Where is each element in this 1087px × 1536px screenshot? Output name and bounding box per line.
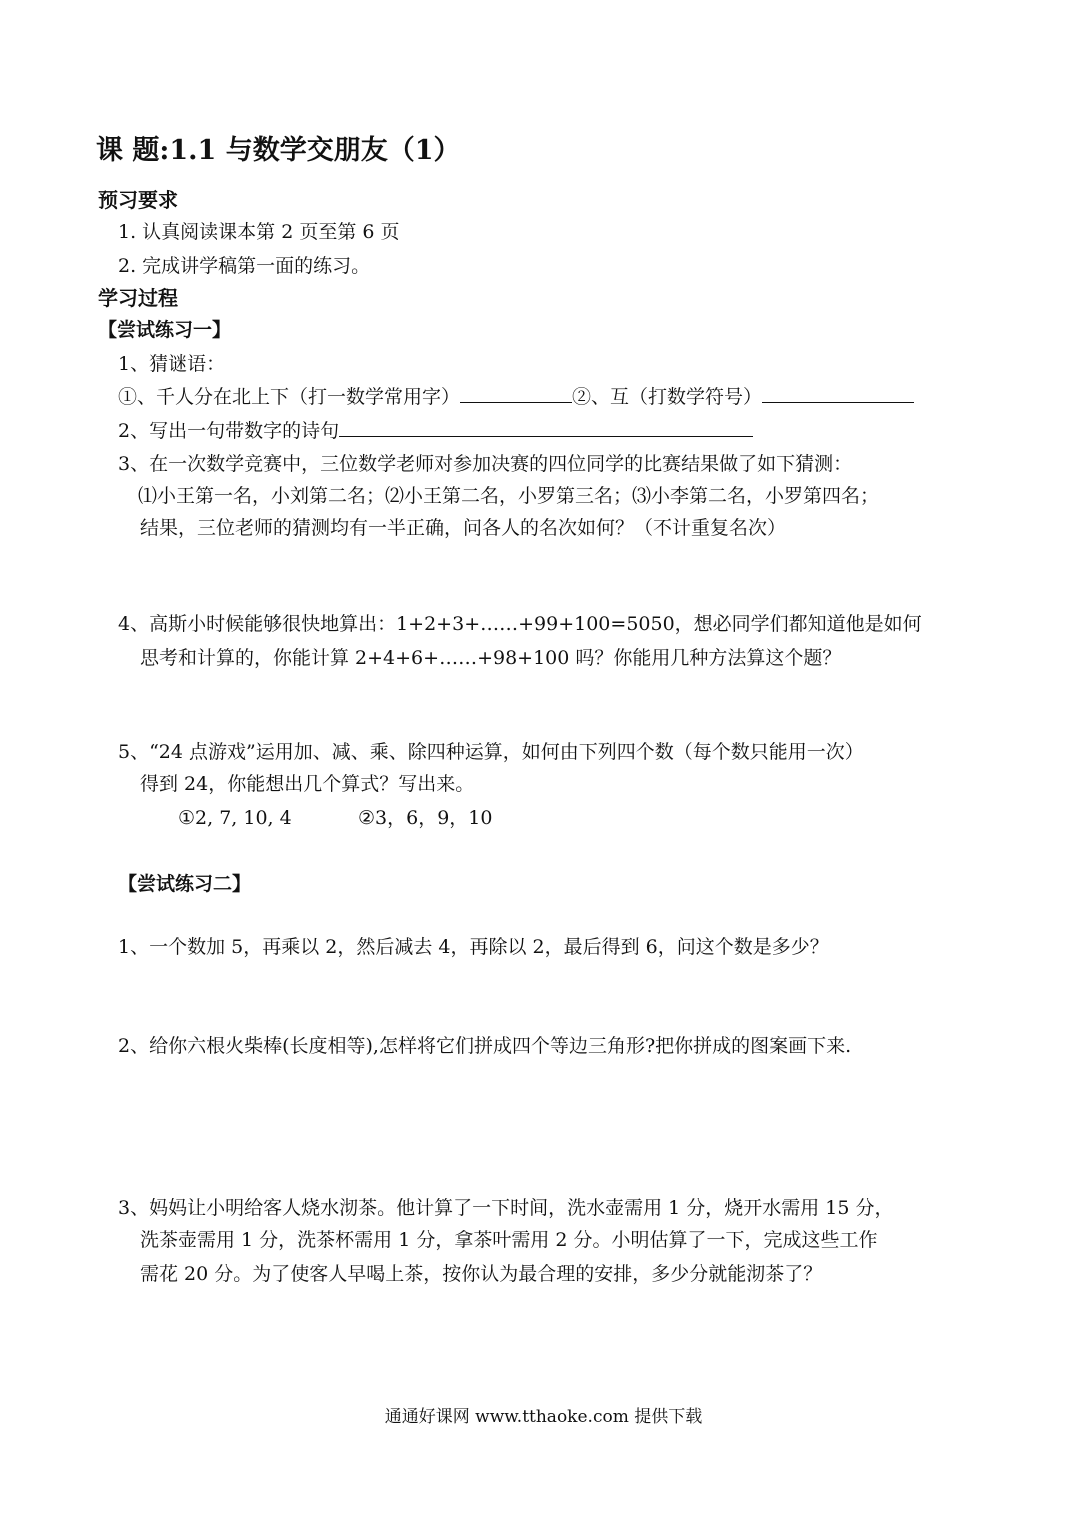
game24-set-a: ①2, 7, 10, 4 <box>178 807 292 829</box>
riddle-b: ②、互（打数学符号） <box>572 386 763 408</box>
gauss-question-line1: 4、高斯小时候能够很快地算出：1+2+3+……+99+100=5050，想必同学们都知道他是如何 <box>118 613 922 635</box>
page-footer: 通通好课网 www.tthaoke.com 提供下载 <box>384 1407 703 1427</box>
number-question: 1、一个数加 5，再乘以 2，然后减去 4，再除以 2，最后得到 6，问这个数是多少？ <box>118 936 829 958</box>
riddle-line <box>118 384 914 409</box>
contest-question-line2: ⑴小王第一名，小刘第二名；⑵小王第二名，小罗第三名；⑶小李第二名，小罗第四名； <box>138 485 880 507</box>
process-heading: 学习过程 <box>98 286 178 310</box>
preview-item-1: 1. 认真阅读课本第 2 页至第 6 页 <box>118 221 400 243</box>
game24-question-line2: 得到 24，你能想出几个算式？写出来。 <box>140 773 475 795</box>
poem-question <box>118 418 753 443</box>
riddle-a-answer-blank[interactable] <box>460 384 572 403</box>
page-title: 课 题:1.1 与数学交朋友（1） <box>96 135 461 166</box>
poem-question-text: 2、写出一句带数字的诗句 <box>118 420 340 442</box>
tea-question-line3: 需花 20 分。为了使客人早喝上茶，按你认为最合理的安排，多少分就能沏茶了？ <box>140 1263 823 1285</box>
poem-answer-blank[interactable] <box>339 418 753 437</box>
riddle-a: ①、千人分在北上下（打一数学常用字） <box>118 386 461 408</box>
riddle-b-answer-blank[interactable] <box>762 384 914 403</box>
practice1-heading: 【尝试练习一】 <box>98 319 232 341</box>
gauss-question-line2: 思考和计算的，你能计算 2+4+6+……+98+100 吗？你能用几种方法算这个题？ <box>140 647 842 669</box>
tea-question-line1: 3、妈妈让小明给客人烧水沏茶。他计算了一下时间，洗水壶需用 1 分，烧开水需用 15 分， <box>118 1197 894 1219</box>
game24-set-b: ②3，6，9，10 <box>358 807 493 829</box>
contest-question-line1: 3、在一次数学竞赛中，三位数学老师对参加决赛的四位同学的比赛结果做了如下猜测： <box>118 453 853 475</box>
riddle-intro: 1、猜谜语： <box>118 353 226 375</box>
contest-question-line3: 结果，三位老师的猜测均有一半正确，问各人的名次如何？（不计重复名次） <box>140 517 787 539</box>
matchstick-question: 2、给你六根火柴棒(长度相等),怎样将它们拼成四个等边三角形?把你拼成的图案画下来. <box>118 1035 852 1057</box>
preview-heading: 预习要求 <box>98 188 178 212</box>
practice2-heading: 【尝试练习二】 <box>118 873 252 895</box>
tea-question-line2: 洗茶壶需用 1 分，洗茶杯需用 1 分，拿茶叶需用 2 分。小明估算了一下，完成这些工作 <box>140 1229 878 1251</box>
preview-item-2: 2. 完成讲学稿第一面的练习。 <box>118 255 371 277</box>
game24-question-line1: 5、“24 点游戏”运用加、减、乘、除四种运算，如何由下列四个数（每个数只能用一次） <box>118 741 864 763</box>
